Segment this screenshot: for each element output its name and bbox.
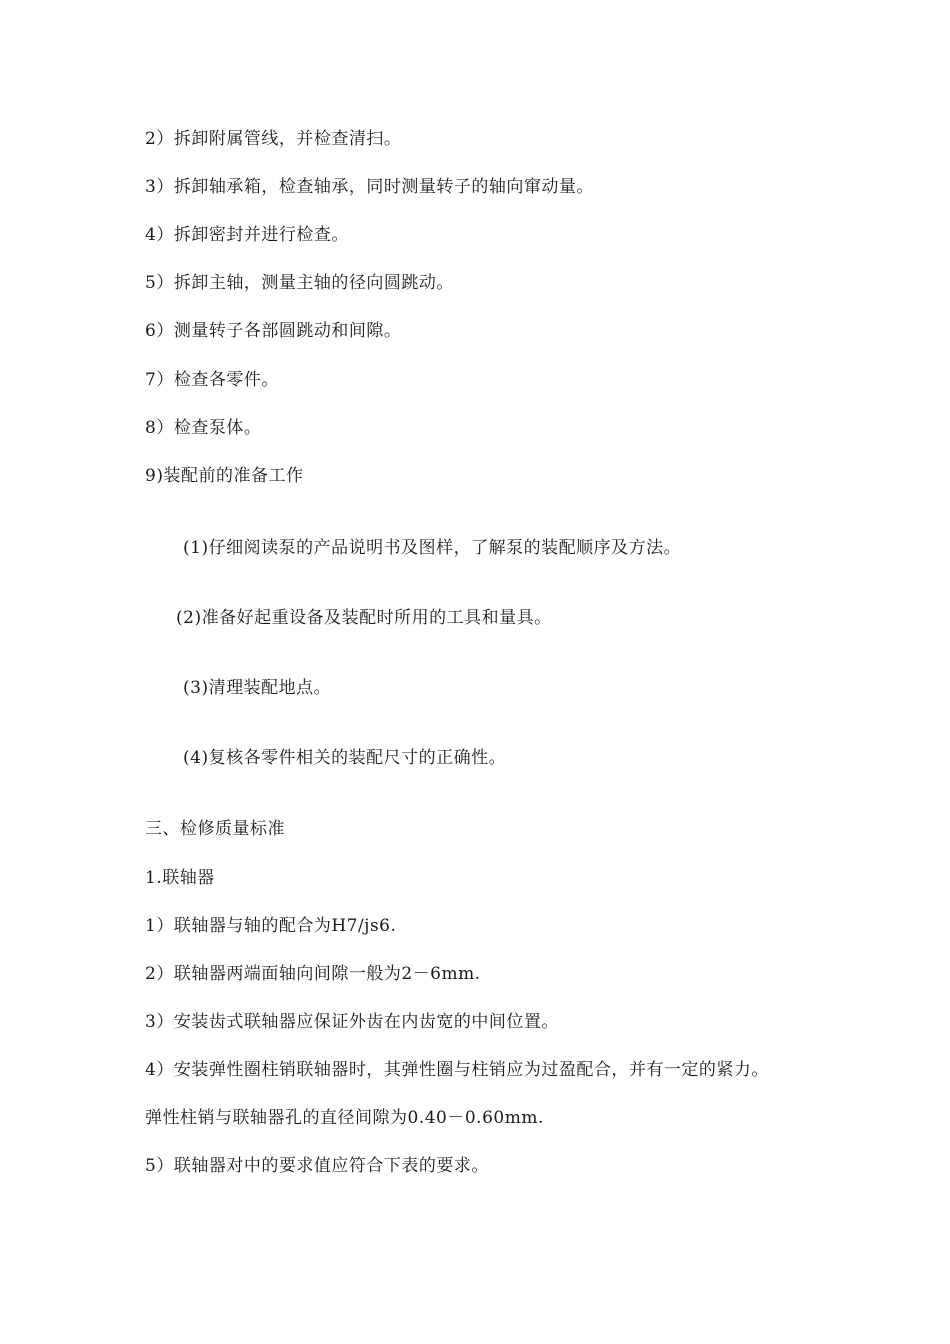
step-3-text: 3）拆卸轴承箱，检查轴承，同时测量转子的轴向窜动量。 bbox=[145, 177, 594, 197]
coupling-item-1: 1）联轴器与轴的配合为H7/js6. bbox=[145, 916, 397, 936]
section-heading: 三、检修质量标准 bbox=[145, 819, 285, 839]
subsection-heading: 1.联轴器 bbox=[145, 868, 215, 888]
coupling-item-4: 4）安装弹性圈柱销联轴器时，其弹性圈与柱销应为过盈配合，并有一定的紧力。 bbox=[145, 1060, 769, 1080]
prep-item-2: (2)准备好起重设备及装配时所用的工具和量具。 bbox=[176, 608, 552, 628]
prep-item-4: (4)复核各零件相关的装配尺寸的正确性。 bbox=[183, 748, 507, 768]
coupling-item-4-continued: 弹性柱销与联轴器孔的直径间隙为0.40－0.60mm. bbox=[145, 1108, 544, 1128]
prep-item-3: (3)清理装配地点。 bbox=[183, 678, 332, 698]
step-2-text: 2）拆卸附属管线，并检查清扫。 bbox=[145, 129, 402, 149]
prep-item-1: (1)仔细阅读泵的产品说明书及图样，了解泵的装配顺序及方法。 bbox=[183, 538, 682, 558]
step-8-text: 8）检查泵体。 bbox=[145, 418, 262, 438]
coupling-item-2: 2）联轴器两端面轴向间隙一般为2－6mm. bbox=[145, 964, 481, 984]
coupling-item-5: 5）联轴器对中的要求值应符合下表的要求。 bbox=[145, 1156, 489, 1176]
step-5-text: 5）拆卸主轴，测量主轴的径向圆跳动。 bbox=[145, 273, 454, 293]
step-4-text: 4）拆卸密封并进行检查。 bbox=[145, 225, 349, 245]
coupling-item-3: 3）安装齿式联轴器应保证外齿在内齿宽的中间位置。 bbox=[145, 1012, 559, 1032]
step-9-heading: 9)装配前的准备工作 bbox=[145, 466, 304, 486]
step-6-text: 6）测量转子各部圆跳动和间隙。 bbox=[145, 321, 402, 341]
step-7-text: 7）检查各零件。 bbox=[145, 370, 279, 390]
